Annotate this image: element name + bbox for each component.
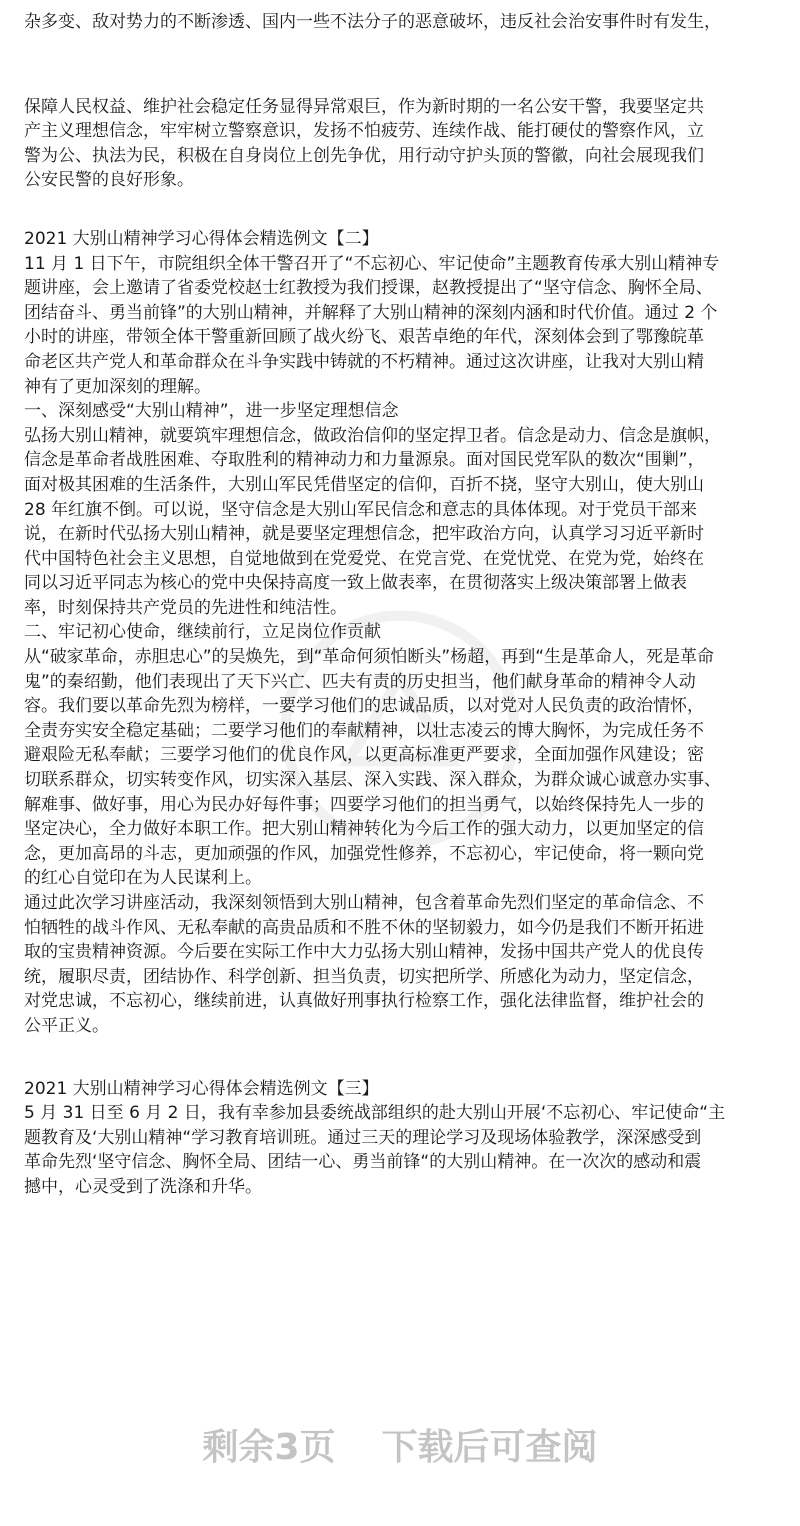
paragraph <box>24 892 778 1040</box>
paragraph-line: 鬼”的秦绍勤，他们表现出了天下兴亡、匹夫有责的历史担当，他们献身革命的精神令人动 <box>24 671 696 692</box>
paragraph-line: 弘扬大别山精神，就要筑牢理想信念，做政治信仰的坚定捍卫者。信念是动力、信念是旗帜， <box>24 425 721 446</box>
paragraph-line: 信念是革命者战胜困难、夺取胜利的精神动力和力量源泉。面对国民党军队的数次“围剿”， <box>24 450 705 471</box>
download-prompt-banner[interactable] <box>0 1428 800 1468</box>
paragraph-line: 面对极其困难的生活条件，大别山军民凭借坚定的信仰，百折不挠，坚守大别山，使大别山 <box>24 474 704 495</box>
paragraph-line: 革命先烈‘坚守信念、胸怀全局、团结一心、勇当前锋“的大别山精神。在一次次的感动和震 <box>24 1152 702 1173</box>
paragraph-line: 全责夯实安全稳定基础；二要学习他们的奉献精神，以壮志凌云的博大胸怀，为完成任务不 <box>24 720 704 741</box>
paragraph-line: 的红心自觉印在为人民谋利上。 <box>24 868 262 889</box>
paragraph-line: 率，时刻保持共产党员的先进性和纯洁性。 <box>24 597 347 618</box>
paragraph <box>24 646 778 892</box>
paragraph-line: 容。我们要以革命先烈为榜样，一要学习他们的忠诚品质，以对党对人民负责的政治情怀， <box>24 696 704 717</box>
document-body <box>24 0 778 1201</box>
paragraph-line: 避艰险无私奉献；三要学习他们的优良作风，以更高标准更严要求，全面加强作风建设；密 <box>24 745 704 766</box>
paragraph-line: 命老区共产党人和革命群众在斗争实践中铸就的不朽精神。通过这次讲座，让我对大别山精 <box>24 351 704 372</box>
remaining-pages-text: 剩余3页 <box>202 1427 336 1468</box>
paragraph-line: 团结奋斗、勇当前锋”的大别山精神，并解释了大别山精神的深刻内涵和时代价值。通过 2 个 <box>24 302 718 323</box>
paragraph-line: 念，更加高昂的斗志，更加顽强的作风，加强党性修养，不忘初心，牢记使命，将一颗向党 <box>24 843 704 864</box>
paragraph-line: 说，在新时代弘扬大别山精神，就是要坚定理想信念，把牢政治方向，认真学习习近平新时 <box>24 524 704 545</box>
paragraph-line: 杂多变、敌对势力的不断渗透、国内一些不法分子的恶意破坏，违反社会治安事件时有发生， <box>24 12 721 32</box>
paragraph-line: 警为公、执法为民，积极在自身岗位上创先争优，用行动守护头顶的警徽，向社会展现我们 <box>24 145 704 166</box>
paragraph-line: 坚定决心，全力做好本职工作。把大别山精神转化为今后工作的强大动力，以更加坚定的信 <box>24 819 704 840</box>
paragraph-line: 28 年红旗不倒。可以说，坚守信念是大别山军民信念和意志的具体体现。对于党员干部来 <box>24 499 698 520</box>
paragraph-line: 11 月 1 日下午，市院组织全体干警召开了“不忘初心、牢记使命”主题教育传承大别山精神专 <box>24 253 720 274</box>
paragraph-line: 怕牺牲的战斗作风、无私奉献的高贵品质和不胜不休的坚韧毅力，如今仍是我们不断开拓进 <box>24 917 704 938</box>
paragraph <box>24 1102 778 1200</box>
paragraph-line: 5 月 31 日至 6 月 2 日，我有幸参加县委统战部组织的赴大别山开展‘不忘初心、牢记使命“主 <box>24 1103 726 1124</box>
paragraph-line: 通过此次学习讲座活动，我深刻领悟到大别山精神，包含着革命先烈们坚定的革命信念、不 <box>24 893 704 913</box>
paragraph-line: 撼中，心灵受到了洗涤和升华。 <box>24 1176 262 1197</box>
paragraph-line: 公安民警的良好形象。 <box>24 170 194 191</box>
cut-off-line <box>24 0 778 2</box>
subheading: 一、深刻感受“大别山精神”，进一步坚定理想信念 <box>24 401 399 422</box>
paragraph-line: 题讲座，会上邀请了省委党校赵士红教授为我们授课，赵教授提出了“坚守信念、胸怀全局、 <box>24 278 713 299</box>
paragraph-line: 神有了更加深刻的理解。 <box>24 376 211 397</box>
paragraph-line: 统，履职尽责，团结协作、科学创新、担当负责，切实把所学、所感化为动力，坚定信念， <box>24 966 704 987</box>
paragraph-line: 解难事、做好事，用心为民办好每件事；四要学习他们的担当勇气，以始终保持先人一步的 <box>24 794 704 815</box>
paragraph-line: 取的宝贵精神资源。今后要在实际工作中大力弘扬大别山精神，发扬中国共产党人的优良传 <box>24 942 704 963</box>
paragraph <box>24 425 778 622</box>
paragraph-line: 切联系群众，切实转变作风，切实深入基层、深入实践、深入群众，为群众诚心诚意办实事、 <box>24 770 721 791</box>
paragraph-line: 对党忠诚，不忘初心，继续前进，认真做好刑事执行检察工作，强化法律监督，维护社会的 <box>24 991 704 1012</box>
paragraph-line: 公平正义。 <box>24 1015 109 1036</box>
paragraph-line: 小时的讲座，带领全体干警重新回顾了战火纷飞、艰苦卓绝的年代，深刻体会到了鄂豫皖革 <box>24 327 704 348</box>
paragraph <box>24 96 778 194</box>
section-title: 2021 大别山精神学习心得体会精选例文【二】 <box>24 228 379 249</box>
paragraph-line: 代中国特色社会主义思想，自觉地做到在党爱党、在党言党、在党忧党、在党为党，始终在 <box>24 548 704 569</box>
paragraph-line: 产主义理想信念，牢牢树立警察意识，发扬不怕疲劳、连续作战、能打硬仗的警察作风，立 <box>24 121 704 142</box>
paragraph-line: 题教育及‘大别山精神“学习教育培训班。通过三天的理论学习及现场体验教学，深深感受到 <box>24 1127 702 1148</box>
section-title: 2021 大别山精神学习心得体会精选例文【三】 <box>24 1078 379 1099</box>
paragraph-line: 同以习近平同志为核心的党中央保持高度一致上做表率，在贯彻落实上级决策部署上做表 <box>24 573 687 594</box>
paragraph-line: 保障人民权益、维护社会稳定任务显得异常艰巨，作为新时期的一名公安干警，我要坚定共 <box>24 96 704 117</box>
paragraph <box>24 253 778 401</box>
paragraph-line: 从“破家革命，赤胆忠心”的吴焕先，到“革命何须怕断头”杨超，再到“生是革命人，死是革命 <box>24 647 715 668</box>
subheading: 二、牢记初心使命，继续前行，立足岗位作贡献 <box>24 622 381 643</box>
download-to-view-text: 下载后可查阅 <box>381 1427 598 1468</box>
